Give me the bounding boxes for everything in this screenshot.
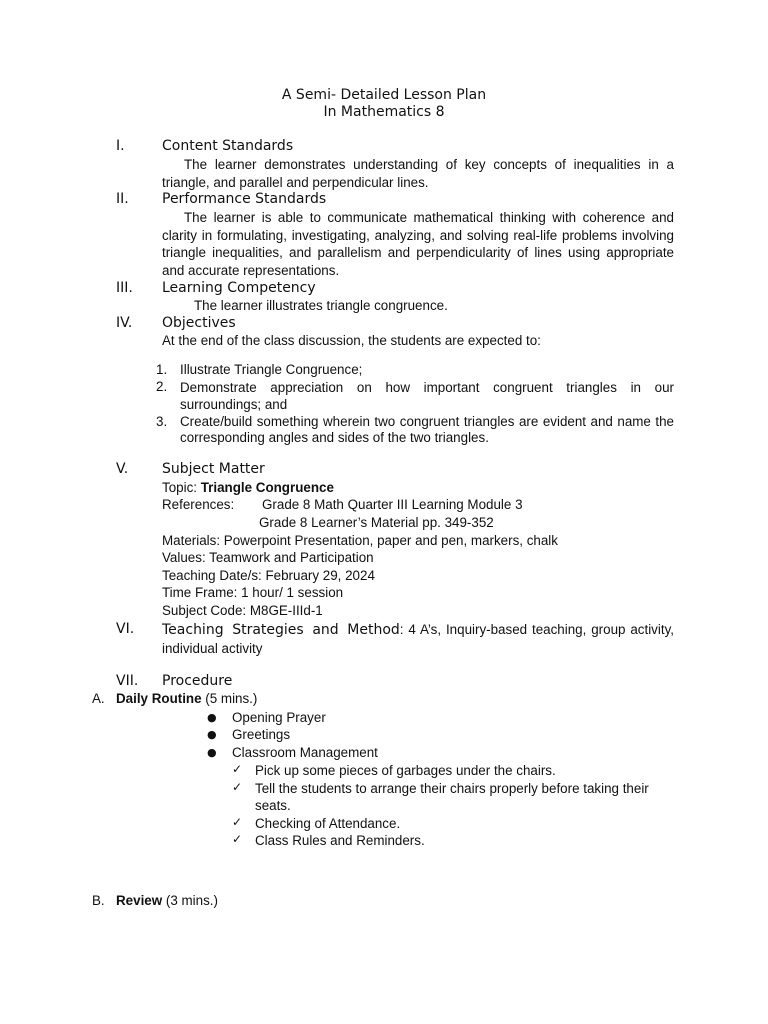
daily-routine-line: [116, 691, 257, 706]
section-numeral-7: VII.: [116, 673, 139, 689]
checkmark-icon: ✓: [232, 832, 243, 846]
section-heading-content-standards: Content Standards: [162, 138, 294, 154]
routine-item: Opening Prayer: [232, 710, 326, 725]
objective-item: Demonstrate appreciation on how important congruent triangles in our surroundings; and: [180, 380, 674, 412]
section-numeral-6: VI.: [116, 621, 135, 637]
section-numeral-4: IV.: [116, 315, 133, 331]
section-heading-performance-standards: Performance Standards: [162, 191, 327, 207]
section-heading-subject-matter: Subject Matter: [162, 461, 265, 477]
teaching-strategies-text: : 4 A’s, Inquiry-based teaching, group activity, individual activity: [162, 622, 674, 656]
teaching-date-line: Teaching Date/s: February 29, 2024: [162, 568, 375, 583]
reference-module: Grade 8 Math Quarter III Learning Module 3: [262, 497, 523, 512]
performance-standards-text: The learner is able to communicate mathematical thinking with coherence and clarity in formulating, investigating, analyzing, and solving real-life problems involving triangle inequalities, and parallelism and perpendicularity of lines using appropriate and accurate representations.: [162, 210, 674, 278]
checkmark-icon: ✓: [232, 815, 243, 829]
objective-number: 3.: [156, 414, 168, 429]
review-time: (3 mins.): [162, 893, 218, 908]
bullet-icon: ●: [207, 746, 217, 759]
objective-item: Create/build something wherein two congruent triangles are evident and name the corresponding angles and sides of the two triangles.: [180, 414, 674, 445]
daily-routine-label: Daily Routine: [116, 691, 202, 706]
checkmark-icon: ✓: [232, 780, 243, 794]
review-label: Review: [116, 893, 163, 908]
time-frame-line: Time Frame: 1 hour/ 1 session: [162, 585, 344, 600]
management-item: Class Rules and Reminders.: [255, 833, 425, 848]
materials-line: Materials: Powerpoint Presentation, paper and pen, markers, chalk: [162, 533, 558, 548]
section-heading-objectives: Objectives: [162, 315, 236, 331]
section-heading-teaching-strategies: Teaching Strategies and Method: [162, 622, 400, 638]
topic-line: [162, 480, 334, 495]
objective-item: Illustrate Triangle Congruence;: [180, 362, 363, 377]
section-numeral-1: I.: [116, 138, 125, 154]
subject-code-line: Subject Code: M8GE-IIId-1: [162, 603, 323, 618]
reference-learners-material: Grade 8 Learner’s Material pp. 349-352: [259, 515, 494, 530]
section-numeral-3: III.: [116, 280, 133, 296]
teaching-strategies-block: [162, 621, 674, 657]
objectives-intro: At the end of the class discussion, the students are expected to:: [162, 333, 541, 348]
topic-label: Topic:: [162, 480, 201, 495]
bullet-icon: ●: [207, 728, 217, 741]
management-item-continuation: seats.: [255, 798, 291, 813]
section-numeral-5: V.: [116, 461, 129, 477]
checkmark-icon: ✓: [232, 762, 243, 776]
review-line: [116, 893, 218, 908]
objective-number: 1.: [156, 362, 168, 377]
references-label: References:: [162, 497, 235, 512]
management-item: Pick up some pieces of garbages under the chairs.: [255, 763, 556, 778]
document-title: A Semi- Detailed Lesson Plan: [281, 87, 487, 103]
management-item: Checking of Attendance.: [255, 816, 401, 831]
objective-number: 2.: [156, 379, 168, 394]
routine-item: Classroom Management: [232, 745, 378, 760]
section-heading-learning-competency: Learning Competency: [162, 280, 316, 296]
topic-value: Triangle Congruence: [200, 480, 334, 495]
section-numeral-2: II.: [116, 191, 129, 207]
learning-competency-text: The learner illustrates triangle congruence.: [194, 298, 448, 313]
procedure-letter-b: B.: [92, 893, 105, 908]
routine-item: Greetings: [232, 727, 291, 742]
content-standards-text: The learner demonstrates understanding of key concepts of inequalities in a triangle, and parallel and perpendicular lines.: [162, 157, 674, 190]
procedure-letter-a: A.: [92, 691, 105, 706]
bullet-icon: ●: [207, 711, 217, 724]
section-heading-procedure: Procedure: [162, 673, 233, 689]
document-subtitle: In Mathematics 8: [323, 104, 445, 120]
management-item: Tell the students to arrange their chairs properly before taking their: [255, 781, 649, 796]
daily-routine-time: (5 mins.): [201, 691, 258, 706]
values-line: Values: Teamwork and Participation: [162, 550, 374, 565]
